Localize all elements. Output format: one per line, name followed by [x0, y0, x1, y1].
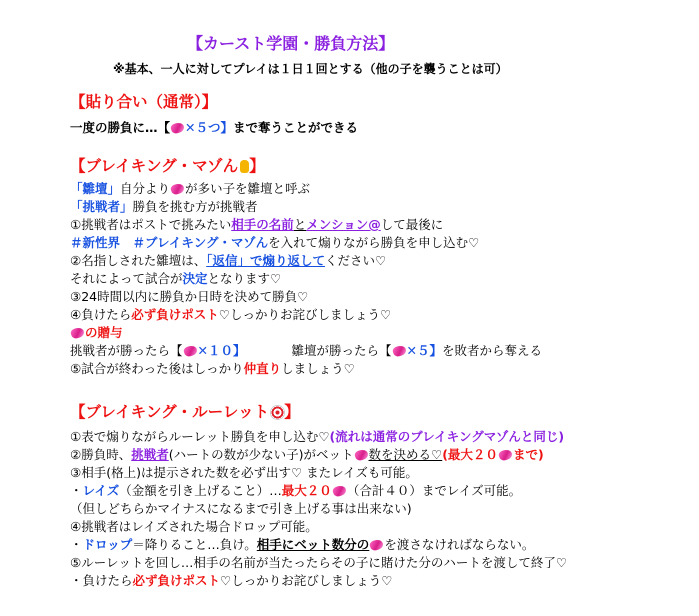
- roulette-step-2: [70, 446, 544, 463]
- text: を渡さなければならない。: [384, 537, 535, 552]
- text: ✕５】: [406, 343, 442, 358]
- text: (流れは通常のブレイキングマゾんと同じ): [329, 429, 565, 444]
- text: ①挑戦者はポストで挑みたい: [70, 217, 232, 232]
- rule-step-1: [70, 216, 443, 233]
- text: 決定: [182, 271, 208, 286]
- sparkling-heart-icon: [70, 326, 86, 340]
- text: 相手の名前: [231, 217, 294, 232]
- heading-text: 【ブレイキング・マゾん: [70, 157, 239, 175]
- roulette-step-4: ④挑戦者はレイズされた場合ドロップ可能。: [70, 519, 318, 534]
- text: ・負けたら: [70, 573, 133, 588]
- text: ✕１０】: [197, 343, 246, 358]
- document-title: 【カースト学園・勝負方法】: [187, 34, 395, 53]
- text: 自分より: [120, 181, 171, 196]
- text: ・: [70, 537, 83, 552]
- text: 「挑戦者」: [70, 199, 133, 214]
- text: ⑤試合が終わった後はしっかり: [70, 361, 244, 376]
- gift-amounts-line: [70, 342, 542, 359]
- sparkling-heart-icon: [170, 182, 186, 196]
- raise-note: （但しどちらかマイナスになるまで引き上げる事は出来ない): [70, 501, 412, 516]
- text: となります♡: [207, 271, 282, 286]
- text: ①表で煽りながらルーレット勝負を申し込む♡: [70, 429, 330, 444]
- challenger-definition: [70, 198, 258, 215]
- text: まで): [512, 447, 544, 462]
- roulette-step-3: ③相手(格上)は提示された数を必ず出す♡ またレイズも可能。: [70, 465, 418, 480]
- text: (最大２０: [442, 447, 498, 462]
- text: の贈与: [85, 325, 123, 340]
- text: （合計４０）までレイズ可能。: [346, 483, 522, 498]
- sparkling-heart-icon: [369, 538, 385, 552]
- section-harikai-heading: 【貼り合い（通常）】: [70, 93, 218, 111]
- text: 最大２０: [281, 483, 332, 498]
- text: 挑戦者が勝ったら【: [70, 343, 183, 358]
- text: ください♡: [324, 253, 387, 268]
- text: (ハートの数が少ない子)がベット: [168, 447, 354, 462]
- sparkling-heart-icon: [498, 448, 514, 462]
- text: ＝降りること…負け。: [132, 537, 257, 552]
- roulette-step-1: [70, 428, 564, 445]
- text: 雛壇が勝ったら【: [291, 343, 392, 358]
- lose-post-line: [70, 572, 392, 589]
- text: ②勝負時、: [70, 447, 132, 462]
- text: ・: [70, 483, 83, 498]
- text: ②名指しされた雛壇は、: [70, 253, 207, 268]
- text: しましょう♡: [281, 361, 355, 376]
- raise-line: [70, 482, 521, 499]
- text: 仲直り: [243, 361, 282, 376]
- text: 数を決める♡: [368, 447, 443, 462]
- text: が多い子を雛壇と呼ぶ: [185, 181, 311, 196]
- text: 勝負を挑む方が挑戦者: [132, 199, 258, 214]
- text: と: [293, 217, 307, 232]
- text: ④負けたら: [70, 307, 132, 322]
- heading-end: 】: [284, 403, 300, 421]
- rule-step-5: [70, 360, 355, 377]
- gift-heading: [70, 324, 123, 341]
- section-breaking-mazon-heading: [70, 158, 265, 175]
- section-harikai-line: [70, 119, 358, 136]
- text: 挑戦者: [131, 447, 169, 462]
- sparkling-heart-icon: [391, 344, 407, 358]
- text: まで奪うことができる: [233, 120, 359, 135]
- sparkling-heart-icon: [331, 484, 347, 498]
- hashtags: ＃新性界 ＃ブレイキング・マゾん: [70, 235, 269, 250]
- section-roulette-heading: [70, 404, 300, 421]
- sparkling-heart-icon: [182, 344, 198, 358]
- match-decided-line: [70, 270, 281, 287]
- rule-step-3: ③24時間以内に勝負か日時を決めて勝負♡: [70, 289, 309, 304]
- text: 「雛壇」: [70, 181, 121, 196]
- rule-step-4: [70, 306, 391, 323]
- roulette-step-5: ⑤ルーレットを回し…相手の名前が当たったらその子に賭けた分のハートを渡して終了♡: [70, 555, 568, 570]
- sparkling-heart-icon: [170, 121, 186, 135]
- drop-line: [70, 536, 534, 553]
- text: メンション@: [306, 217, 381, 232]
- document-subtitle: ※基本、一人に対してプレイは１日１回とする（他の子を襲うことは可）: [113, 62, 508, 76]
- text: して最後に: [380, 217, 444, 232]
- heading-text: 【ブレイキング・ルーレット: [70, 403, 270, 421]
- heading-end: 】: [249, 157, 265, 175]
- text: ♡しっかりお詫びしましょう♡: [218, 307, 392, 322]
- text: を入れて煽りながら勝負を申し込む♡: [268, 235, 480, 250]
- pointing-hand-icon: [240, 160, 249, 173]
- text: 必ず負けポスト: [131, 307, 219, 322]
- text: を敗者から奪える: [442, 343, 543, 358]
- sparkling-heart-icon: [353, 448, 369, 462]
- text: 「返信」で煽り返して: [206, 253, 325, 268]
- text: ✕５つ】: [185, 120, 233, 135]
- text: それによって試合が: [70, 271, 183, 286]
- dart-target-icon: [271, 406, 284, 419]
- text: 一度の勝負に…【: [70, 120, 171, 135]
- hashtag-line: [70, 234, 479, 251]
- text: ドロップ: [82, 537, 133, 552]
- rule-step-2: [70, 252, 386, 269]
- text: 相手にベット数分の: [256, 537, 370, 552]
- text: 必ず負けポスト: [132, 573, 221, 588]
- hinadan-definition: [70, 180, 310, 197]
- text: （金額を引き上げること）…: [119, 483, 282, 498]
- text: レイズ: [82, 483, 120, 498]
- text: ♡しっかりお詫びしましょう♡: [220, 573, 393, 588]
